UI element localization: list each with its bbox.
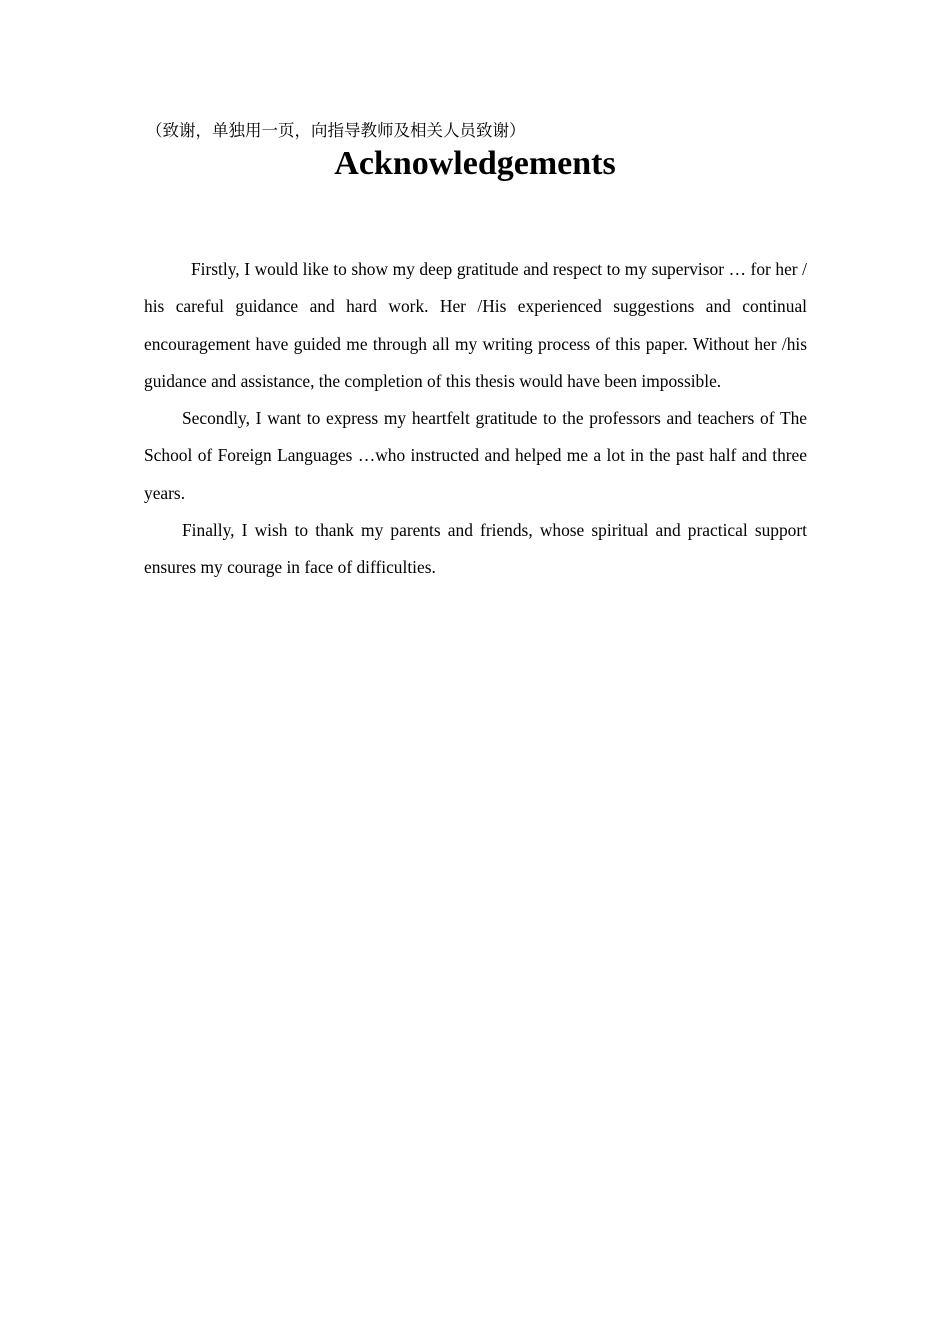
instruction-note: （致谢，单独用一页，向指导教师及相关人员致谢） bbox=[146, 121, 526, 140]
paragraph-firstly: Firstly, I would like to show my deep gratitude and respect to my supervisor … for her / his careful guidance and hard work. Her /His experienced suggestions and continual encouragement have guided me through all my writing process of this paper. Without her /his guidance and assistance, the completion of this thesis would have been impossible. bbox=[144, 259, 807, 391]
paragraph-finally: Finally, I wish to thank my parents and friends, whose spiritual and practical support ensures my courage in face of difficulties. bbox=[144, 520, 807, 578]
page-title: Acknowledgements bbox=[334, 145, 616, 182]
body-text bbox=[144, 251, 807, 587]
paragraph-secondly: Secondly, I want to express my heartfelt gratitude to the professors and teachers of The School of Foreign Languages …who instructed and helped me a lot in the past half and three years. bbox=[144, 408, 807, 503]
